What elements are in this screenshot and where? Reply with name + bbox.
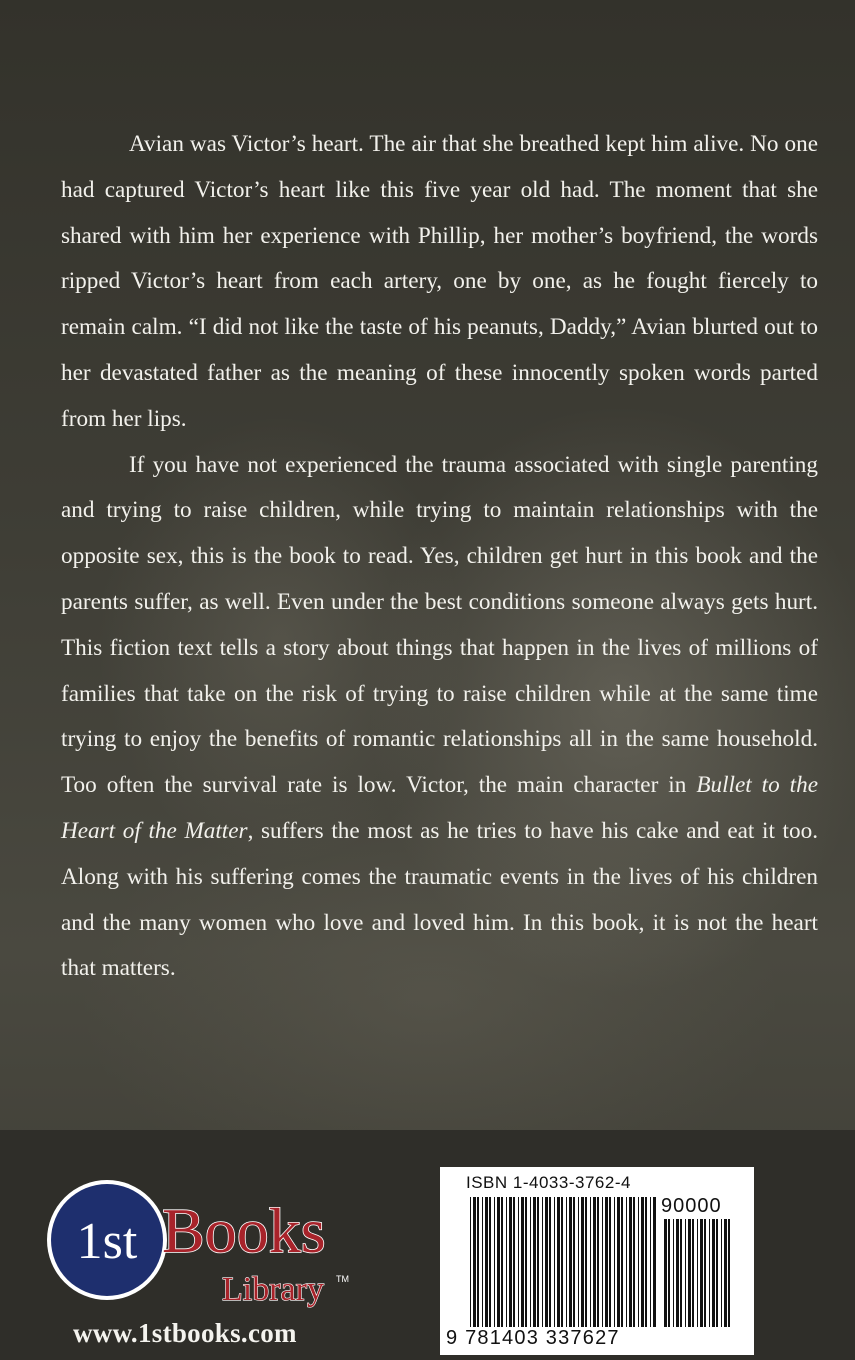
book-title-italic: Bullet to the Heart of the Matter	[61, 772, 818, 844]
barcode-bar	[549, 1197, 551, 1327]
barcode-bar	[537, 1197, 539, 1327]
barcode-bar	[473, 1197, 476, 1327]
barcode-bar	[494, 1197, 495, 1327]
barcode-bar	[685, 1219, 686, 1327]
barcode-bar	[609, 1197, 611, 1327]
barcode-bar	[593, 1197, 596, 1327]
barcode-bar	[721, 1219, 722, 1327]
barcode-bar	[573, 1197, 575, 1327]
barcode-bar	[602, 1197, 603, 1327]
barcode-bar	[597, 1197, 599, 1327]
barcode-bar	[626, 1197, 627, 1327]
barcode-bar	[712, 1219, 715, 1327]
barcode-bar	[692, 1219, 694, 1327]
blurb-paragraph-2	[61, 443, 818, 993]
barcode-bar	[617, 1197, 620, 1327]
barcode-bar	[518, 1197, 519, 1327]
barcode-bar	[482, 1197, 483, 1327]
barcode-bar	[633, 1197, 635, 1327]
price-code: 90000	[661, 1195, 722, 1217]
ean-digits: 9 781403 337627	[446, 1327, 620, 1349]
barcode-bar	[676, 1219, 679, 1327]
barcode-bar	[557, 1197, 560, 1327]
barcode-bar	[489, 1197, 491, 1327]
barcode-bar	[638, 1197, 639, 1327]
barcode-bar	[545, 1197, 548, 1327]
barcode-bar	[497, 1197, 500, 1327]
barcode-bar	[709, 1219, 710, 1327]
barcode-bar	[688, 1219, 691, 1327]
barcode-bar	[641, 1197, 644, 1327]
barcode-bar	[585, 1197, 587, 1327]
barcode-bar	[629, 1197, 632, 1327]
barcode-bar	[521, 1197, 524, 1327]
barcode-bar	[506, 1197, 507, 1327]
logo-trademark: TM	[336, 1274, 349, 1284]
barcode-bar	[477, 1197, 479, 1327]
barcode-bar	[590, 1197, 591, 1327]
barcode-bar	[650, 1197, 651, 1327]
barcode-bar	[645, 1197, 647, 1327]
blurb-text	[61, 122, 818, 992]
blurb-paragraph-2-end: , suffers the most as he tries to have his cake and eat it too. Along with his suffering comes the traumatic events in the lives of his children and the many women who love and loved him. In this book, it is not the heart that matters.	[61, 817, 818, 982]
barcode-bar	[704, 1219, 706, 1327]
barcode-bar	[697, 1219, 698, 1327]
barcode-bar	[561, 1197, 563, 1327]
barcode-bar	[668, 1219, 670, 1327]
barcode-bar	[566, 1197, 567, 1327]
barcode-bar	[605, 1197, 608, 1327]
barcode-bar	[621, 1197, 623, 1327]
blurb-paragraph-2-start: If you have not experienced the trauma associated with single parenting and trying to raise children, while trying to maintain relationships with the opposite sex, this is the book to read. Yes, children get hurt in this book and the parents suffer, as well. Even under the best conditions someone always gets hurt. This fiction text tells a story about things that happen in the lives of millions of families that take on the risk of trying to raise children while at the same time trying to enjoy the benefits of romantic relationships all in the same household. Too often the survival rate is low. Victor, the main character in	[61, 451, 818, 799]
barcode-bar	[554, 1197, 555, 1327]
logo-library-word: Library	[222, 1271, 324, 1308]
publisher-website: www.1stbooks.com	[73, 1318, 297, 1348]
barcode-bar	[724, 1219, 727, 1327]
barcode-bar	[578, 1197, 579, 1327]
barcode-bar	[533, 1197, 536, 1327]
logo-circle-text: 1st	[76, 1213, 138, 1270]
barcode-bar	[525, 1197, 527, 1327]
barcode-bar	[470, 1197, 471, 1327]
barcode-bar	[509, 1197, 512, 1327]
barcode-bar	[569, 1197, 572, 1327]
barcode-bar	[700, 1219, 703, 1327]
isbn-barcode	[440, 1167, 754, 1355]
logo-books-word: Books	[162, 1195, 326, 1266]
barcode-bar	[542, 1197, 543, 1327]
barcode-bar	[501, 1197, 503, 1327]
barcode-bar	[513, 1197, 515, 1327]
barcode-bar	[664, 1219, 667, 1327]
barcode-bar	[530, 1197, 531, 1327]
barcode-bar	[653, 1197, 656, 1327]
barcode-bar	[680, 1219, 682, 1327]
barcode-bar	[673, 1219, 674, 1327]
blurb-paragraph-1: Avian was Victor’s heart. The air that she breathed kept him alive. No one had captured Victor’s heart like this five year old had. The moment that she shared with him her experience with Phillip, her mother’s boyfriend, the words ripped Victor’s heart from each artery, one by one, as he fought fiercely to remain calm. “I did not like the taste of his peanuts, Daddy,” Avian blurted out to her devastated father as the meaning of these innocently spoken words parted from her lips.	[61, 131, 818, 432]
barcode-bar	[581, 1197, 584, 1327]
publisher-logo	[44, 1178, 374, 1318]
barcode-bar	[716, 1219, 718, 1327]
barcode-bar	[485, 1197, 488, 1327]
barcode-bar	[728, 1219, 730, 1327]
isbn-label: ISBN 1-4033-3762-4	[466, 1173, 631, 1192]
barcode-bar	[614, 1197, 615, 1327]
